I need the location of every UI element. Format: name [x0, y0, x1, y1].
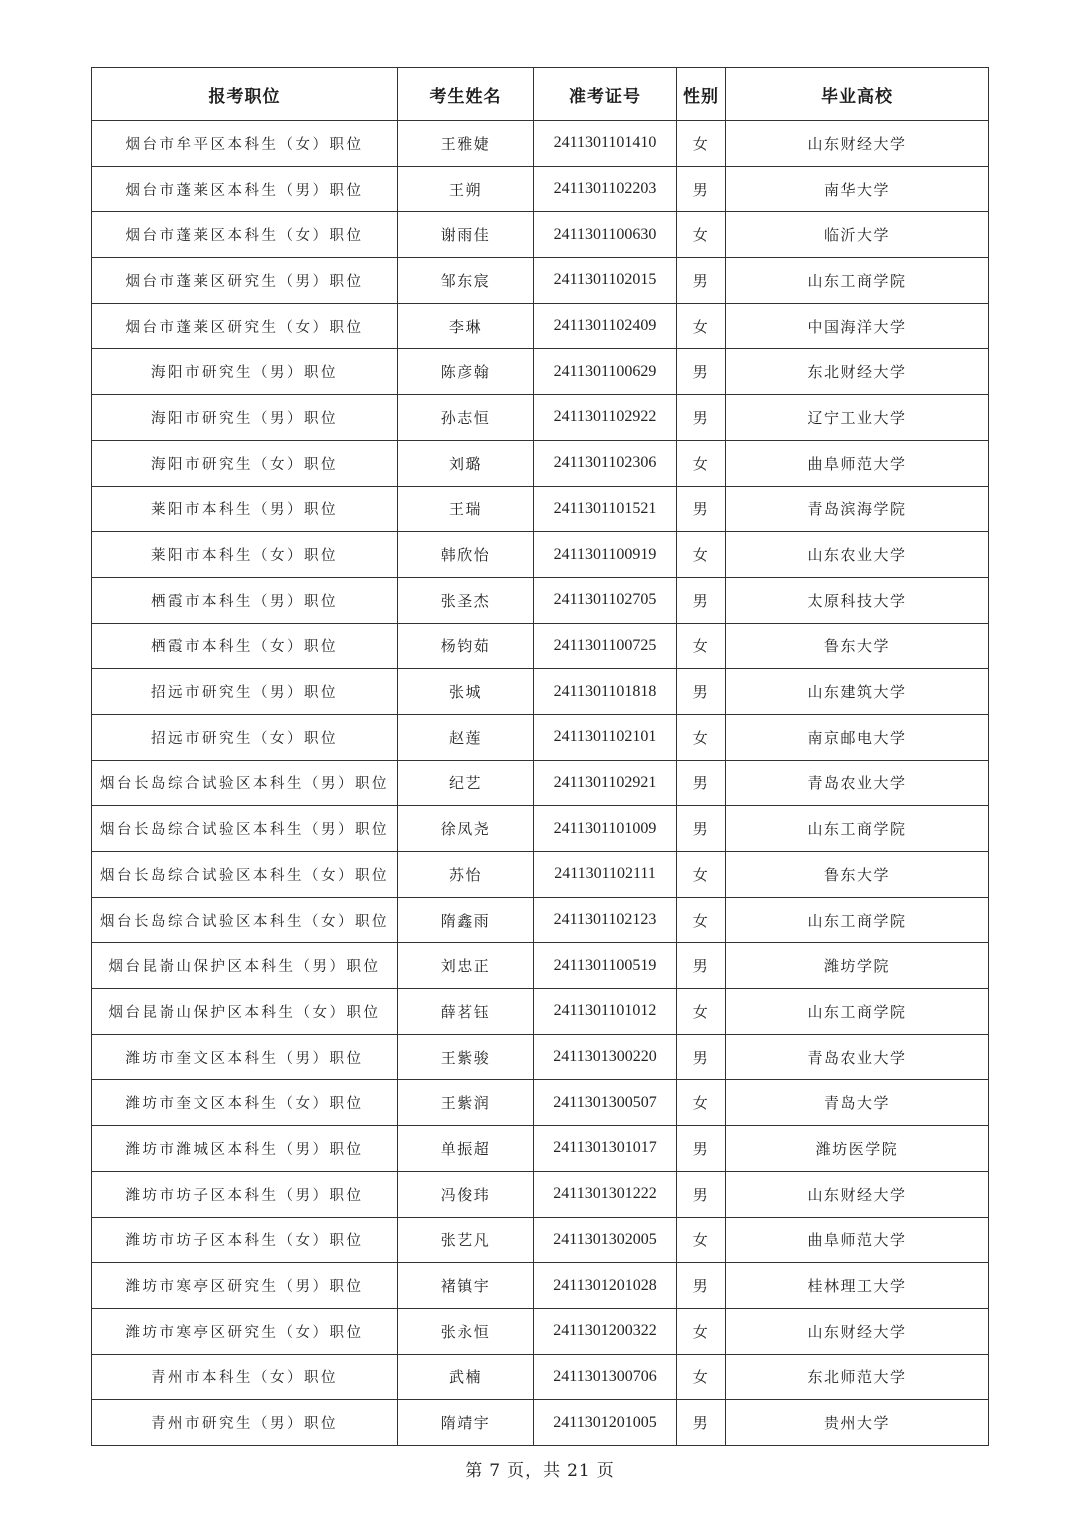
cell-admission-number: 2411301100630 [534, 212, 677, 258]
cell-candidate-name: 刘璐 [398, 440, 534, 486]
table-row [92, 897, 989, 943]
table-row [92, 669, 989, 715]
cell-candidate-name: 张城 [398, 669, 534, 715]
cell-position: 烟台昆嵛山保护区本科生（女）职位 [92, 989, 398, 1035]
cell-university: 潍坊医学院 [726, 1126, 989, 1172]
cell-position: 烟台昆嵛山保护区本科生（男）职位 [92, 943, 398, 989]
cell-position: 烟台市蓬莱区本科生（男）职位 [92, 166, 398, 212]
cell-university: 青岛大学 [726, 1080, 989, 1126]
cell-gender: 女 [677, 440, 726, 486]
cell-admission-number: 2411301101410 [534, 121, 677, 167]
cell-position: 潍坊市寒亭区研究生（男）职位 [92, 1263, 398, 1309]
cell-position: 栖霞市本科生（男）职位 [92, 577, 398, 623]
cell-position: 潍坊市坊子区本科生（男）职位 [92, 1171, 398, 1217]
cell-gender: 男 [677, 395, 726, 441]
cell-position: 海阳市研究生（女）职位 [92, 440, 398, 486]
cell-gender: 男 [677, 1034, 726, 1080]
footer-suffix: 页 [596, 1461, 615, 1481]
cell-university: 辽宁工业大学 [726, 395, 989, 441]
page-footer [0, 1456, 1080, 1481]
cell-university: 山东农业大学 [726, 532, 989, 578]
cell-position: 烟台长岛综合试验区本科生（女）职位 [92, 852, 398, 898]
cell-admission-number: 2411301102921 [534, 760, 677, 806]
cell-university: 东北财经大学 [726, 349, 989, 395]
cell-position: 烟台长岛综合试验区本科生（男）职位 [92, 806, 398, 852]
cell-position: 烟台市蓬莱区研究生（女）职位 [92, 303, 398, 349]
table-row [92, 303, 989, 349]
cell-candidate-name: 张艺凡 [398, 1217, 534, 1263]
cell-gender: 男 [677, 760, 726, 806]
cell-gender: 女 [677, 1308, 726, 1354]
cell-candidate-name: 褚镇宇 [398, 1263, 534, 1309]
cell-gender: 女 [677, 212, 726, 258]
table-row [92, 1034, 989, 1080]
cell-candidate-name: 李琳 [398, 303, 534, 349]
cell-gender: 男 [677, 943, 726, 989]
cell-gender: 女 [677, 714, 726, 760]
header-university: 毕业高校 [726, 68, 989, 121]
cell-university: 中国海洋大学 [726, 303, 989, 349]
table-row [92, 1171, 989, 1217]
footer-current-page: 7 [489, 1461, 502, 1481]
cell-gender: 女 [677, 1217, 726, 1263]
table-row [92, 440, 989, 486]
cell-gender: 男 [677, 806, 726, 852]
table-row [92, 806, 989, 852]
cell-position: 烟台市蓬莱区研究生（男）职位 [92, 258, 398, 304]
cell-university: 南华大学 [726, 166, 989, 212]
cell-candidate-name: 武楠 [398, 1354, 534, 1400]
cell-position: 烟台市蓬莱区本科生（女）职位 [92, 212, 398, 258]
cell-admission-number: 2411301101012 [534, 989, 677, 1035]
cell-candidate-name: 隋靖宇 [398, 1400, 534, 1446]
cell-university: 潍坊学院 [726, 943, 989, 989]
cell-candidate-name: 隋鑫雨 [398, 897, 534, 943]
cell-candidate-name: 张圣杰 [398, 577, 534, 623]
cell-gender: 女 [677, 532, 726, 578]
cell-candidate-name: 纪艺 [398, 760, 534, 806]
table-row [92, 1126, 989, 1172]
cell-admission-number: 2411301100629 [534, 349, 677, 395]
admission-list-table [91, 67, 989, 1446]
cell-candidate-name: 陈彦翰 [398, 349, 534, 395]
cell-position: 招远市研究生（女）职位 [92, 714, 398, 760]
table-row [92, 166, 989, 212]
cell-gender: 男 [677, 669, 726, 715]
cell-admission-number: 2411301201028 [534, 1263, 677, 1309]
cell-university: 贵州大学 [726, 1400, 989, 1446]
table-row [92, 989, 989, 1035]
header-admission-number: 准考证号 [534, 68, 677, 121]
cell-admission-number: 2411301102123 [534, 897, 677, 943]
cell-gender: 男 [677, 1171, 726, 1217]
cell-candidate-name: 韩欣怡 [398, 532, 534, 578]
table-row [92, 577, 989, 623]
cell-admission-number: 2411301102306 [534, 440, 677, 486]
cell-university: 临沂大学 [726, 212, 989, 258]
cell-candidate-name: 赵莲 [398, 714, 534, 760]
table-header-row [92, 68, 989, 121]
cell-university: 曲阜师范大学 [726, 440, 989, 486]
cell-candidate-name: 刘忠正 [398, 943, 534, 989]
cell-admission-number: 2411301301017 [534, 1126, 677, 1172]
cell-gender: 女 [677, 897, 726, 943]
cell-gender: 男 [677, 577, 726, 623]
cell-university: 山东财经大学 [726, 1308, 989, 1354]
cell-admission-number: 2411301102409 [534, 303, 677, 349]
table-row [92, 1400, 989, 1446]
table-row [92, 212, 989, 258]
cell-university: 山东工商学院 [726, 806, 989, 852]
cell-gender: 男 [677, 258, 726, 304]
cell-position: 海阳市研究生（男）职位 [92, 349, 398, 395]
cell-university: 山东财经大学 [726, 1171, 989, 1217]
header-candidate-name: 考生姓名 [398, 68, 534, 121]
cell-admission-number: 2411301102101 [534, 714, 677, 760]
cell-university: 东北师范大学 [726, 1354, 989, 1400]
cell-candidate-name: 薛茗钰 [398, 989, 534, 1035]
cell-gender: 男 [677, 349, 726, 395]
table-row [92, 486, 989, 532]
cell-admission-number: 2411301100919 [534, 532, 677, 578]
cell-university: 太原科技大学 [726, 577, 989, 623]
cell-candidate-name: 单振超 [398, 1126, 534, 1172]
cell-position: 烟台长岛综合试验区本科生（女）职位 [92, 897, 398, 943]
cell-position: 青州市研究生（男）职位 [92, 1400, 398, 1446]
header-position: 报考职位 [92, 68, 398, 121]
cell-admission-number: 2411301101521 [534, 486, 677, 532]
cell-candidate-name: 孙志恒 [398, 395, 534, 441]
cell-university: 山东工商学院 [726, 258, 989, 304]
cell-university: 山东财经大学 [726, 121, 989, 167]
cell-gender: 女 [677, 303, 726, 349]
table-row [92, 623, 989, 669]
cell-gender: 男 [677, 166, 726, 212]
cell-candidate-name: 王紫润 [398, 1080, 534, 1126]
cell-admission-number: 2411301100519 [534, 943, 677, 989]
cell-candidate-name: 冯俊玮 [398, 1171, 534, 1217]
cell-position: 潍坊市坊子区本科生（女）职位 [92, 1217, 398, 1263]
cell-university: 鲁东大学 [726, 852, 989, 898]
cell-university: 青岛滨海学院 [726, 486, 989, 532]
cell-position: 青州市本科生（女）职位 [92, 1354, 398, 1400]
cell-university: 鲁东大学 [726, 623, 989, 669]
cell-candidate-name: 王紫骏 [398, 1034, 534, 1080]
cell-position: 招远市研究生（男）职位 [92, 669, 398, 715]
cell-position: 潍坊市奎文区本科生（男）职位 [92, 1034, 398, 1080]
table-row [92, 760, 989, 806]
cell-candidate-name: 苏怡 [398, 852, 534, 898]
cell-candidate-name: 谢雨佳 [398, 212, 534, 258]
cell-admission-number: 2411301302005 [534, 1217, 677, 1263]
table-row [92, 349, 989, 395]
cell-position: 烟台市牟平区本科生（女）职位 [92, 121, 398, 167]
cell-position: 烟台长岛综合试验区本科生（男）职位 [92, 760, 398, 806]
cell-position: 潍坊市潍城区本科生（男）职位 [92, 1126, 398, 1172]
cell-position: 栖霞市本科生（女）职位 [92, 623, 398, 669]
cell-admission-number: 2411301102203 [534, 166, 677, 212]
cell-candidate-name: 杨钧茹 [398, 623, 534, 669]
cell-gender: 男 [677, 486, 726, 532]
cell-position: 莱阳市本科生（女）职位 [92, 532, 398, 578]
cell-admission-number: 2411301301222 [534, 1171, 677, 1217]
cell-university: 桂林理工大学 [726, 1263, 989, 1309]
cell-position: 莱阳市本科生（男）职位 [92, 486, 398, 532]
table-row [92, 258, 989, 304]
cell-university: 山东工商学院 [726, 897, 989, 943]
footer-prefix: 第 [465, 1461, 484, 1481]
table-row [92, 1308, 989, 1354]
table-row [92, 1080, 989, 1126]
cell-gender: 女 [677, 1080, 726, 1126]
cell-candidate-name: 张永恒 [398, 1308, 534, 1354]
table-body [92, 121, 989, 1446]
cell-admission-number: 2411301102015 [534, 258, 677, 304]
cell-university: 青岛农业大学 [726, 760, 989, 806]
cell-admission-number: 2411301102705 [534, 577, 677, 623]
cell-admission-number: 2411301200322 [534, 1308, 677, 1354]
table-row [92, 1263, 989, 1309]
cell-gender: 男 [677, 1400, 726, 1446]
table-row [92, 121, 989, 167]
cell-gender: 女 [677, 1354, 726, 1400]
cell-admission-number: 2411301300706 [534, 1354, 677, 1400]
cell-gender: 女 [677, 623, 726, 669]
cell-gender: 男 [677, 1126, 726, 1172]
cell-gender: 男 [677, 1263, 726, 1309]
cell-university: 曲阜师范大学 [726, 1217, 989, 1263]
cell-candidate-name: 徐凤尧 [398, 806, 534, 852]
cell-candidate-name: 邹东宸 [398, 258, 534, 304]
cell-candidate-name: 王瑞 [398, 486, 534, 532]
header-gender: 性别 [677, 68, 726, 121]
cell-university: 山东建筑大学 [726, 669, 989, 715]
cell-university: 青岛农业大学 [726, 1034, 989, 1080]
cell-admission-number: 2411301101009 [534, 806, 677, 852]
table-row [92, 1354, 989, 1400]
cell-admission-number: 2411301300507 [534, 1080, 677, 1126]
cell-admission-number: 2411301100725 [534, 623, 677, 669]
footer-total-pages: 21 [567, 1461, 591, 1481]
cell-admission-number: 2411301300220 [534, 1034, 677, 1080]
cell-admission-number: 2411301102922 [534, 395, 677, 441]
cell-admission-number: 2411301201005 [534, 1400, 677, 1446]
cell-gender: 女 [677, 121, 726, 167]
cell-gender: 女 [677, 989, 726, 1035]
cell-candidate-name: 王朔 [398, 166, 534, 212]
table-row [92, 943, 989, 989]
table-row [92, 714, 989, 760]
cell-position: 潍坊市寒亭区研究生（女）职位 [92, 1308, 398, 1354]
cell-university: 山东工商学院 [726, 989, 989, 1035]
table-row [92, 1217, 989, 1263]
cell-candidate-name: 王雅婕 [398, 121, 534, 167]
cell-university: 南京邮电大学 [726, 714, 989, 760]
cell-gender: 女 [677, 852, 726, 898]
table-row [92, 395, 989, 441]
footer-middle: 页，共 [507, 1461, 562, 1481]
table-row [92, 532, 989, 578]
table-row [92, 852, 989, 898]
cell-position: 海阳市研究生（男）职位 [92, 395, 398, 441]
cell-position: 潍坊市奎文区本科生（女）职位 [92, 1080, 398, 1126]
cell-admission-number: 2411301101818 [534, 669, 677, 715]
cell-admission-number: 2411301102111 [534, 852, 677, 898]
